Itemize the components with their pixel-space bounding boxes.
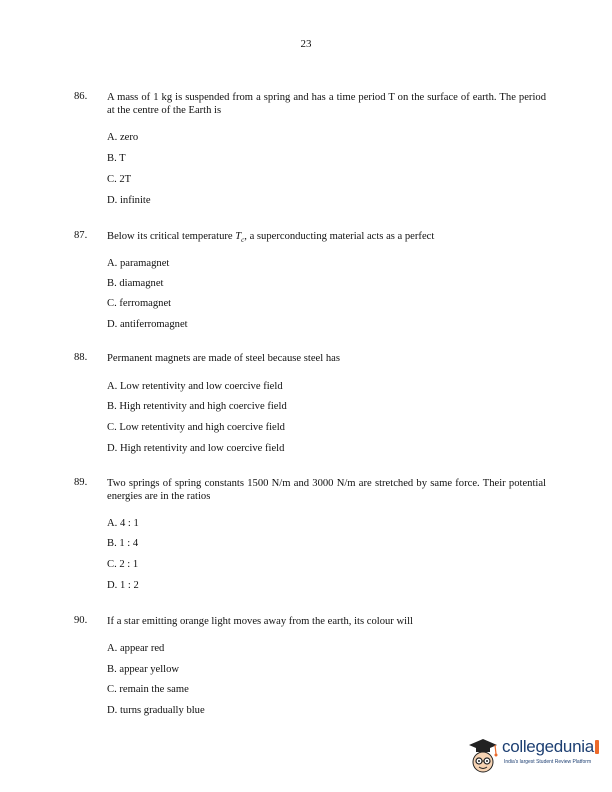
option-d: D. antiferromagnet bbox=[107, 319, 188, 330]
option-c: C. remain the same bbox=[107, 684, 189, 695]
question-text: Permanent magnets are made of steel because steel has bbox=[107, 353, 340, 364]
logo-name: collegedunia bbox=[502, 737, 594, 756]
option-d: D. infinite bbox=[107, 195, 151, 206]
option-a: A. zero bbox=[107, 132, 139, 143]
question-90 bbox=[74, 615, 546, 628]
question-number: 86. bbox=[74, 91, 88, 102]
option-d: D. turns gradually blue bbox=[107, 705, 205, 716]
page-number: 23 bbox=[300, 38, 312, 50]
option-d: D. 1 : 2 bbox=[107, 580, 139, 591]
option-b: B. High retentivity and high coercive field bbox=[107, 401, 287, 412]
option-b: B. appear yellow bbox=[107, 664, 180, 675]
question-number: 89. bbox=[74, 477, 88, 488]
collegedunia-logo bbox=[466, 735, 606, 779]
option-a: A. 4 : 1 bbox=[107, 518, 139, 529]
option-b: B. diamagnet bbox=[107, 278, 164, 289]
option-c: C. 2T bbox=[107, 174, 132, 185]
question-text: Below its critical temperature $T_c$, a superconducting material acts as a perfect bbox=[107, 231, 435, 245]
question-text: A mass of 1 kg is suspended from a spring and has a time period T on the surface of earth. The period at the centre of the Earth is bbox=[107, 92, 546, 116]
option-b: B. T bbox=[107, 153, 126, 164]
logo-tagline: India's largest Student Review Platform bbox=[504, 759, 592, 765]
option-a: A. appear red bbox=[107, 643, 165, 654]
question-number: 90. bbox=[74, 615, 88, 626]
option-a: A. paramagnet bbox=[107, 258, 170, 269]
graduate-mascot-icon bbox=[466, 735, 502, 779]
question-number: 87. bbox=[74, 230, 88, 241]
option-c: C. Low retentivity and high coercive field bbox=[107, 422, 285, 433]
question-89 bbox=[74, 477, 546, 503]
question-86 bbox=[74, 91, 546, 117]
question-87 bbox=[74, 230, 546, 247]
logo-accent-mark bbox=[595, 740, 599, 754]
option-c: C. ferromagnet bbox=[107, 298, 172, 309]
question-number: 88. bbox=[74, 352, 88, 363]
question-text: If a star emitting orange light moves away from the earth, its colour will bbox=[107, 616, 413, 627]
critical-temperature-symbol: $T_c$ bbox=[235, 231, 245, 245]
option-c: C. 2 : 1 bbox=[107, 559, 139, 570]
question-text: Two springs of spring constants 1500 N/m and 3000 N/m are stretched by same force. Their potential energies are in the ratios bbox=[107, 478, 546, 502]
question-88 bbox=[74, 352, 546, 365]
option-a: A. Low retentivity and low coercive field bbox=[107, 381, 283, 392]
option-b: B. 1 : 4 bbox=[107, 538, 139, 549]
option-d: D. High retentivity and low coercive field bbox=[107, 443, 285, 454]
